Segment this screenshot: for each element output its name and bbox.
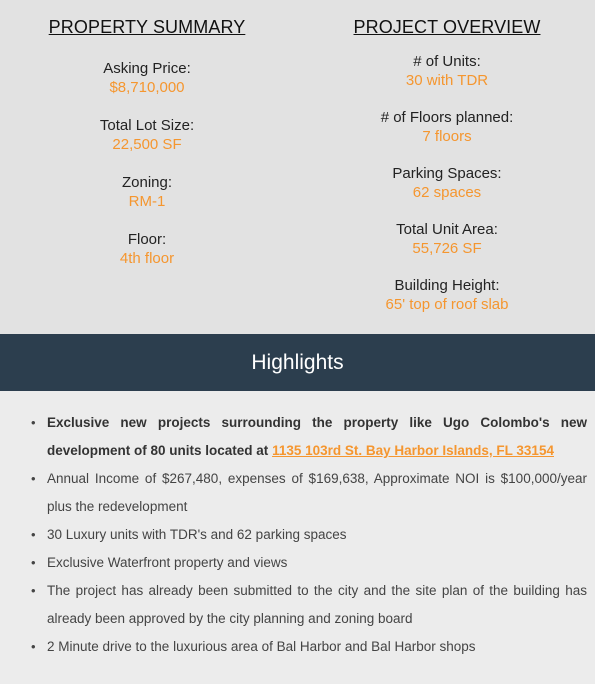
highlight-text: The project has already been submitted to the city and the site plan of the building has already been approved by the city planning and zoning board <box>47 583 587 626</box>
stat-value: 30 with TDR <box>405 72 489 89</box>
stat-label: Building Height: <box>394 277 500 294</box>
asking-price-stat <box>47 60 247 97</box>
units-stat <box>347 53 547 90</box>
property-summary-column <box>47 0 247 288</box>
list-item <box>31 549 587 577</box>
highlight-text: Exclusive Waterfront property and views <box>47 555 288 570</box>
stat-value: 62 spaces <box>412 184 482 201</box>
stat-label: Floor: <box>127 231 167 248</box>
stat-value: RM-1 <box>128 193 166 210</box>
stat-label: Total Unit Area: <box>396 221 498 238</box>
height-stat <box>347 277 547 314</box>
bullet-icon: • <box>31 527 36 542</box>
stat-value: 55,726 SF <box>412 240 482 257</box>
bullet-icon: • <box>31 471 36 486</box>
stat-label: Asking Price: <box>103 60 191 77</box>
bullet-icon: • <box>31 415 36 430</box>
lot-size-stat <box>47 117 247 154</box>
highlight-text: 30 Luxury units with TDR's and 62 parking spaces <box>47 527 347 542</box>
stat-label: Parking Spaces: <box>392 165 502 182</box>
list-item <box>31 409 587 465</box>
highlights-title: Highlights <box>251 350 344 374</box>
highlights-section <box>0 391 595 684</box>
list-item <box>31 465 587 521</box>
highlight-text: Exclusive new projects surrounding the property like Ugo Colombo's new development of 80 units located at <box>47 415 587 458</box>
list-item <box>31 577 587 633</box>
zoning-stat <box>47 174 247 211</box>
stat-label: Zoning: <box>121 174 173 191</box>
unit-area-stat <box>347 221 547 258</box>
stat-value: 65' top of roof slab <box>385 296 509 313</box>
highlight-text: 2 Minute drive to the luxurious area of Bal Harbor and Bal Harbor shops <box>47 639 476 654</box>
list-item <box>31 521 587 549</box>
stat-label: Total Lot Size: <box>99 117 195 134</box>
highlights-banner <box>0 334 595 391</box>
stat-value: $8,710,000 <box>109 79 185 96</box>
stat-label: # of Floors planned: <box>380 109 514 126</box>
summary-section <box>0 0 595 334</box>
stat-value: 7 floors <box>422 128 472 145</box>
property-summary-title: PROPERTY SUMMARY <box>48 17 246 37</box>
stat-value: 22,500 SF <box>112 136 182 153</box>
bullet-icon: • <box>31 583 36 598</box>
floor-stat <box>47 231 247 268</box>
bullet-icon: • <box>31 639 36 654</box>
stat-value: 4th floor <box>119 250 175 267</box>
bullet-icon: • <box>31 555 36 570</box>
project-overview-title: PROJECT OVERVIEW <box>353 17 541 37</box>
floors-stat <box>347 109 547 146</box>
project-overview-column <box>347 0 547 333</box>
stat-label: # of Units: <box>413 53 481 70</box>
list-item <box>31 633 587 661</box>
highlights-list <box>0 391 595 661</box>
parking-stat <box>347 165 547 202</box>
address-link[interactable]: 1135 103rd St. Bay Harbor Islands, FL 33154 <box>272 443 554 458</box>
highlight-text: Annual Income of $267,480, expenses of $169,638, Approximate NOI is $100,000/year plus the redevelopment <box>47 471 587 514</box>
